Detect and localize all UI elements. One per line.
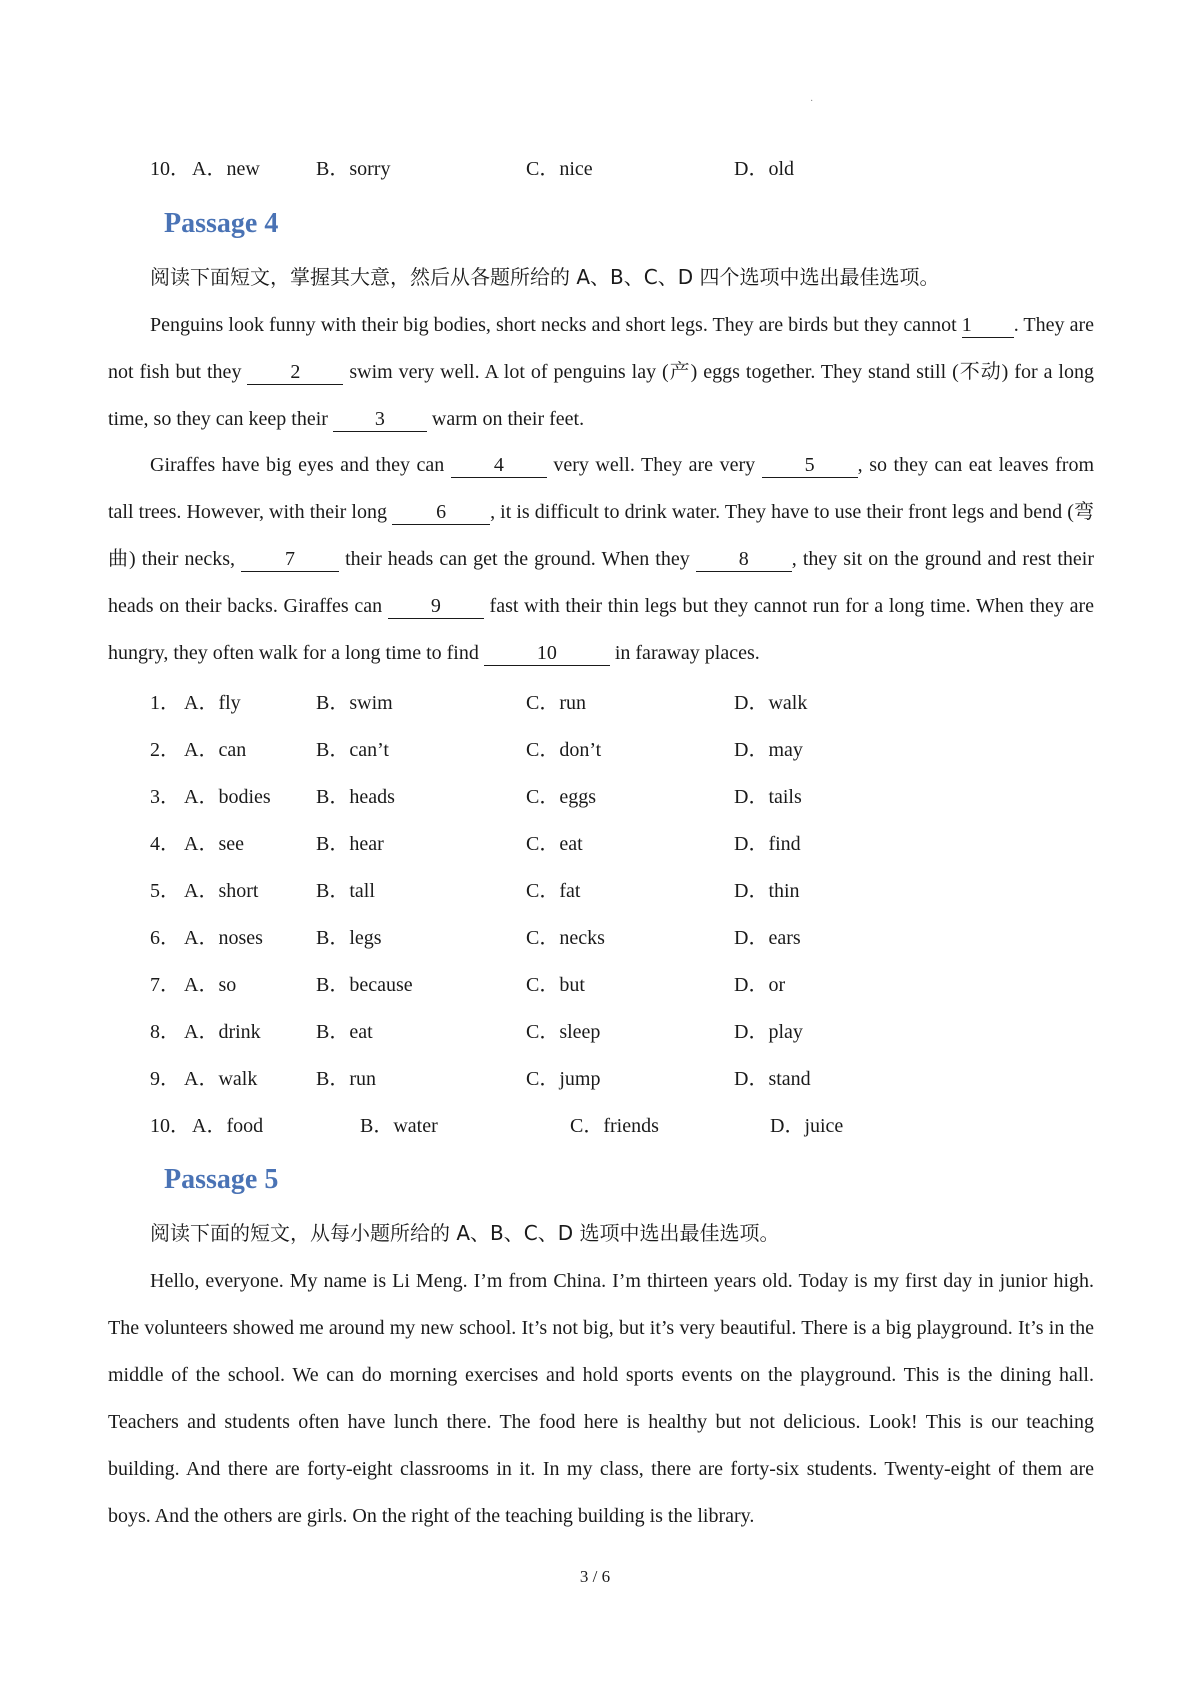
page-number: 3 / 6 <box>579 1567 611 1586</box>
passage-4-instruction: 阅读下面短文，掌握其大意，然后从各题所给的 A、B、C、D 四个选项中选出最佳选项。 <box>150 265 940 289</box>
question-number: 6． <box>150 927 180 949</box>
passage-5-instruction: 阅读下面的短文，从每小题所给的 A、B、C、D 选项中选出最佳选项。 <box>150 1221 780 1245</box>
option-a: A．bodies <box>184 786 271 808</box>
passage-4-title: Passage 4 <box>164 208 279 239</box>
option-a: A．so <box>184 974 237 996</box>
option-a: A．drink <box>184 1021 261 1043</box>
passage-4-paragraph-1: Penguins look funny with their big bodies, short necks and short legs. They are birds but they cannot 1 . They are not fish but they 2 swim very well. A lot of penguins lay (产) eggs together. They stand still (不动) for a long time, so they can keep their 3 warm on their feet. <box>108 314 1094 430</box>
blank-5: 5 <box>762 453 858 478</box>
question-number: 4． <box>150 833 180 855</box>
option-d: D．or <box>734 974 786 996</box>
option-b: B．heads <box>316 786 395 808</box>
question-number: 7． <box>150 974 180 996</box>
question-number: 8． <box>150 1021 180 1043</box>
passage-5-paragraph: Hello, everyone. My name is Li Meng. I’m from China. I’m thirteen years old. Today is my first day in junior high. The volunteers showed me around my new school. It’s not big, but it’s very beautiful. There is a big playground. It’s in the middle of the school. We can do morning exercises and hold sports events on the playground. This is the dining hall. Teachers and students often have lunch there. The food here is healthy but not delicious. Look! This is our teaching building. And there are forty-eight classrooms in it. In my class, there are forty-six students. Twenty-eight of them are boys. And the others are girls. On the right of the teaching building is the library. <box>108 1270 1094 1527</box>
blank-6: 6 <box>392 500 490 525</box>
blank-10: 10 <box>484 641 610 666</box>
option-a: A．can <box>184 739 247 761</box>
option-c: C．necks <box>526 927 605 949</box>
blank-1: 1 <box>962 313 1014 338</box>
question-number: 3． <box>150 786 180 808</box>
option-a: A．walk <box>184 1068 258 1090</box>
blank-3: 3 <box>333 407 427 432</box>
option-b: B．sorry <box>316 158 391 180</box>
option-a: A．food <box>192 1115 264 1137</box>
option-d: D．juice <box>770 1115 844 1137</box>
option-d: D．tails <box>734 786 802 808</box>
option-c: C．don’t <box>526 739 602 761</box>
option-a: A．noses <box>184 927 263 949</box>
question-number: 9． <box>150 1068 180 1090</box>
option-c: C．sleep <box>526 1021 601 1043</box>
passage-4-paragraph-2: Giraffes have big eyes and they can 4 very well. They are very 5 , so they can eat leaves from tall trees. However, with their long 6 , it is difficult to drink water. They have to use their front legs and bend (弯曲) their necks, 7 their heads can get the ground. When they 8 , they sit on the ground and rest their heads on their backs. Giraffes can 9 fast with their thin legs but they cannot run for a long time. When they are hungry, they often walk for a long time to find 10 in faraway places. <box>108 454 1095 664</box>
option-b: B．legs <box>316 927 382 949</box>
option-a: A．new <box>192 158 260 180</box>
option-d: D．may <box>734 739 803 761</box>
question-number: 2． <box>150 739 180 761</box>
option-c: C．eggs <box>526 786 596 808</box>
option-c: C．friends <box>570 1115 659 1137</box>
option-b: B．water <box>360 1115 438 1137</box>
option-b: B．because <box>316 974 413 996</box>
option-d: D．old <box>734 158 794 180</box>
question-number: 5． <box>150 880 180 902</box>
option-a: A．fly <box>184 692 241 714</box>
blank-9: 9 <box>388 594 484 619</box>
option-b: B．swim <box>316 692 393 714</box>
option-d: D．walk <box>734 692 808 714</box>
blank-8: 8 <box>696 547 792 572</box>
option-a: A．short <box>184 880 259 902</box>
option-c: C．fat <box>526 880 581 902</box>
option-d: D．find <box>734 833 801 855</box>
option-d: D．ears <box>734 927 801 949</box>
blank-4: 4 <box>451 453 547 478</box>
option-d: D．stand <box>734 1068 811 1090</box>
option-c: C．eat <box>526 833 583 855</box>
option-c: C．run <box>526 692 586 714</box>
option-c: C．jump <box>526 1068 601 1090</box>
option-c: C．but <box>526 974 585 996</box>
question-number: 10． <box>150 158 190 180</box>
option-d: D．thin <box>734 880 800 902</box>
header-mark: · <box>810 96 814 107</box>
option-d: D．play <box>734 1021 803 1043</box>
option-b: B．hear <box>316 833 384 855</box>
option-b: B．can’t <box>316 739 389 761</box>
option-b: B．tall <box>316 880 375 902</box>
blank-7: 7 <box>241 547 339 572</box>
option-b: B．run <box>316 1068 376 1090</box>
blank-2: 2 <box>247 360 343 385</box>
question-number: 1． <box>150 692 180 714</box>
option-c: C．nice <box>526 158 593 180</box>
passage-5-title: Passage 5 <box>164 1164 279 1195</box>
option-b: B．eat <box>316 1021 373 1043</box>
question-number: 10． <box>150 1115 190 1137</box>
option-a: A．see <box>184 833 244 855</box>
